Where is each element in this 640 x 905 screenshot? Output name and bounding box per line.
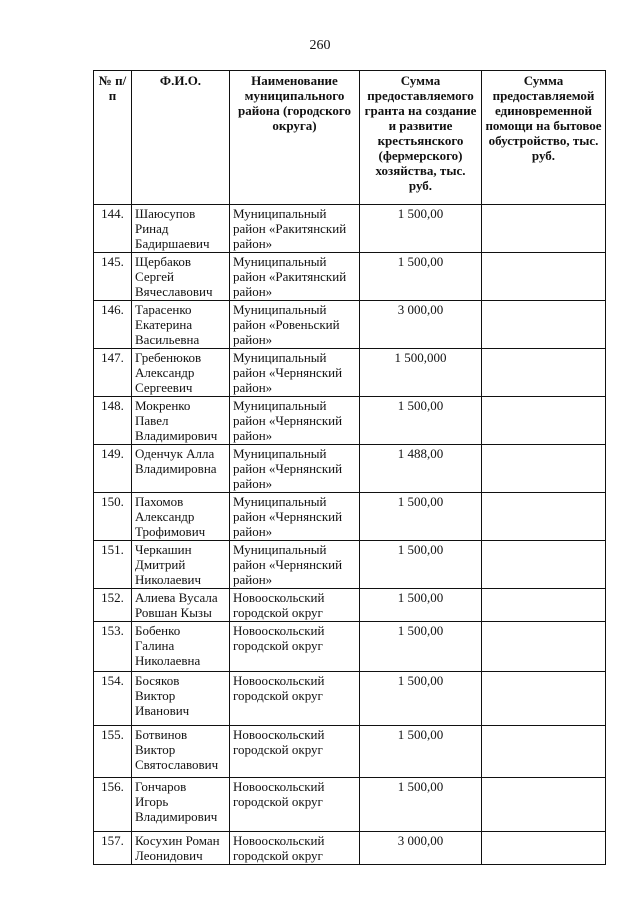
- grant-amount: 1 500,00: [360, 397, 482, 445]
- aid-amount: [482, 493, 606, 541]
- name-line: Оденчук Алла: [135, 446, 215, 461]
- table-row: [94, 541, 606, 589]
- name-line: Сергеевич: [135, 380, 193, 395]
- district-line: Новооскольский: [233, 833, 325, 848]
- grant-amount: 1 500,00: [360, 253, 482, 301]
- name-line: Владимирович: [135, 428, 218, 443]
- district-line: Муниципальный: [233, 206, 327, 221]
- district-name: [230, 622, 360, 672]
- grant-table: [93, 70, 606, 865]
- table-row: [94, 445, 606, 493]
- row-number: 146.: [94, 301, 132, 349]
- district-line: Новооскольский: [233, 779, 325, 794]
- grant-amount: 1 500,00: [360, 726, 482, 778]
- name-line: Черкашин: [135, 542, 192, 557]
- row-number: 147.: [94, 349, 132, 397]
- table-row: [94, 253, 606, 301]
- district-name: [230, 778, 360, 832]
- aid-amount: [482, 778, 606, 832]
- name-line: Косухин Роман: [135, 833, 220, 848]
- grant-amount: 3 000,00: [360, 832, 482, 865]
- header-grant: Сумма предоставляемого гранта на создание и развитие крестьянского (фермерского) хозяйства, тыс. руб.: [360, 71, 482, 205]
- name-line: Леонидович: [135, 848, 203, 863]
- recipient-name: [132, 205, 230, 253]
- name-line: Вячеславович: [135, 284, 213, 299]
- table-row: [94, 301, 606, 349]
- row-number: 149.: [94, 445, 132, 493]
- name-line: Екатерина: [135, 317, 193, 332]
- name-line: Павел: [135, 413, 169, 428]
- aid-amount: [482, 445, 606, 493]
- district-line: городской округ: [233, 742, 323, 757]
- recipient-name: [132, 622, 230, 672]
- recipient-name: [132, 349, 230, 397]
- table-row: [94, 589, 606, 622]
- table-row: [94, 726, 606, 778]
- name-line: Святославович: [135, 757, 219, 772]
- district-line: Муниципальный: [233, 542, 327, 557]
- name-line: Алиева Вусала: [135, 590, 218, 605]
- name-line: Николаевич: [135, 572, 201, 587]
- name-line: Щербаков: [135, 254, 192, 269]
- row-number: 144.: [94, 205, 132, 253]
- name-line: Тарасенко: [135, 302, 192, 317]
- row-number: 152.: [94, 589, 132, 622]
- name-line: Владимирович: [135, 809, 218, 824]
- district-name: [230, 253, 360, 301]
- recipient-name: [132, 301, 230, 349]
- name-line: Александр: [135, 365, 195, 380]
- name-line: Босяков: [135, 673, 180, 688]
- name-line: Ринад: [135, 221, 169, 236]
- district-line: район «Чернянский: [233, 509, 343, 524]
- table-row: [94, 832, 606, 865]
- district-line: городской округ: [233, 605, 323, 620]
- name-line: Ботвинов: [135, 727, 188, 742]
- district-line: район»: [233, 476, 273, 491]
- table-row: [94, 205, 606, 253]
- district-name: [230, 301, 360, 349]
- aid-amount: [482, 832, 606, 865]
- table-row: [94, 672, 606, 726]
- name-line: Николаевна: [135, 653, 201, 668]
- district-line: район»: [233, 572, 273, 587]
- district-line: район»: [233, 284, 273, 299]
- name-line: Гребенюков: [135, 350, 202, 365]
- recipient-name: [132, 832, 230, 865]
- aid-amount: [482, 205, 606, 253]
- district-name: [230, 589, 360, 622]
- grant-amount: 1 500,00: [360, 589, 482, 622]
- recipient-name: [132, 445, 230, 493]
- district-name: [230, 349, 360, 397]
- name-line: Владимировна: [135, 461, 217, 476]
- recipient-name: [132, 726, 230, 778]
- aid-amount: [482, 301, 606, 349]
- table-row: [94, 349, 606, 397]
- district-line: Муниципальный: [233, 302, 327, 317]
- name-line: Сергей: [135, 269, 174, 284]
- aid-amount: [482, 672, 606, 726]
- name-line: Трофимович: [135, 524, 206, 539]
- table-row: [94, 493, 606, 541]
- name-line: Мокренко: [135, 398, 191, 413]
- recipient-name: [132, 493, 230, 541]
- district-line: Муниципальный: [233, 254, 327, 269]
- name-line: Александр: [135, 509, 195, 524]
- district-line: район «Чернянский: [233, 365, 343, 380]
- table-row: [94, 397, 606, 445]
- name-line: Бобенко: [135, 623, 181, 638]
- district-line: район»: [233, 236, 273, 251]
- aid-amount: [482, 541, 606, 589]
- district-name: [230, 832, 360, 865]
- recipient-name: [132, 397, 230, 445]
- grant-amount: 3 000,00: [360, 301, 482, 349]
- district-line: район «Чернянский: [233, 557, 343, 572]
- district-line: район»: [233, 524, 273, 539]
- row-number: 150.: [94, 493, 132, 541]
- district-name: [230, 541, 360, 589]
- name-line: Галина: [135, 638, 175, 653]
- district-name: [230, 445, 360, 493]
- header-fio: Ф.И.О.: [132, 71, 230, 205]
- page-number: 260: [309, 38, 331, 53]
- district-name: [230, 726, 360, 778]
- district-line: городской округ: [233, 688, 323, 703]
- district-line: Муниципальный: [233, 350, 327, 365]
- district-line: район»: [233, 428, 273, 443]
- grant-amount: 1 500,00: [360, 672, 482, 726]
- district-line: район «Ракитянский: [233, 221, 347, 236]
- district-line: район «Чернянский: [233, 413, 343, 428]
- header-row: [94, 71, 606, 205]
- aid-amount: [482, 397, 606, 445]
- row-number: 145.: [94, 253, 132, 301]
- district-name: [230, 205, 360, 253]
- grant-amount: 1 500,000: [360, 349, 482, 397]
- district-name: [230, 493, 360, 541]
- name-line: Гончаров: [135, 779, 187, 794]
- aid-amount: [482, 589, 606, 622]
- grant-amount: 1 488,00: [360, 445, 482, 493]
- grant-amount: 1 500,00: [360, 778, 482, 832]
- district-line: Новооскольский: [233, 673, 325, 688]
- district-line: Муниципальный: [233, 446, 327, 461]
- recipient-name: [132, 589, 230, 622]
- row-number: 156.: [94, 778, 132, 832]
- name-line: Иванович: [135, 703, 190, 718]
- name-line: Ровшан Кызы: [135, 605, 212, 620]
- header-district: Наименование муниципального района (городского округа): [230, 71, 360, 205]
- district-line: район»: [233, 332, 273, 347]
- district-line: район «Ровеньский: [233, 317, 340, 332]
- table-row: [94, 778, 606, 832]
- district-line: Муниципальный: [233, 398, 327, 413]
- aid-amount: [482, 253, 606, 301]
- table-row: [94, 622, 606, 672]
- grant-amount: 1 500,00: [360, 493, 482, 541]
- name-line: Васильевна: [135, 332, 200, 347]
- row-number: 157.: [94, 832, 132, 865]
- district-name: [230, 397, 360, 445]
- district-line: Новооскольский: [233, 727, 325, 742]
- grant-amount: 1 500,00: [360, 622, 482, 672]
- name-line: Дмитрий: [135, 557, 186, 572]
- district-line: городской округ: [233, 848, 323, 863]
- district-line: городской округ: [233, 794, 323, 809]
- aid-amount: [482, 349, 606, 397]
- district-line: район «Чернянский: [233, 461, 343, 476]
- row-number: 154.: [94, 672, 132, 726]
- grant-amount: 1 500,00: [360, 541, 482, 589]
- row-number: 151.: [94, 541, 132, 589]
- row-number: 155.: [94, 726, 132, 778]
- row-number: 153.: [94, 622, 132, 672]
- header-num: № п/п: [94, 71, 132, 205]
- recipient-name: [132, 672, 230, 726]
- grant-amount: 1 500,00: [360, 205, 482, 253]
- recipient-name: [132, 541, 230, 589]
- name-line: Виктор: [135, 742, 176, 757]
- table-body: [94, 205, 606, 865]
- district-line: Новооскольский: [233, 623, 325, 638]
- row-number: 148.: [94, 397, 132, 445]
- district-line: район «Ракитянский: [233, 269, 347, 284]
- district-line: городской округ: [233, 638, 323, 653]
- district-line: район»: [233, 380, 273, 395]
- aid-amount: [482, 726, 606, 778]
- name-line: Пахомов: [135, 494, 184, 509]
- recipient-name: [132, 778, 230, 832]
- header-aid: Сумма предоставляемой единовременной помощи на бытовое обустройство, тыс. руб.: [482, 71, 606, 205]
- name-line: Шаюсупов: [135, 206, 196, 221]
- aid-amount: [482, 622, 606, 672]
- district-name: [230, 672, 360, 726]
- recipient-name: [132, 253, 230, 301]
- district-line: Муниципальный: [233, 494, 327, 509]
- name-line: Виктор: [135, 688, 176, 703]
- name-line: Бадиршаевич: [135, 236, 210, 251]
- name-line: Игорь: [135, 794, 169, 809]
- district-line: Новооскольский: [233, 590, 325, 605]
